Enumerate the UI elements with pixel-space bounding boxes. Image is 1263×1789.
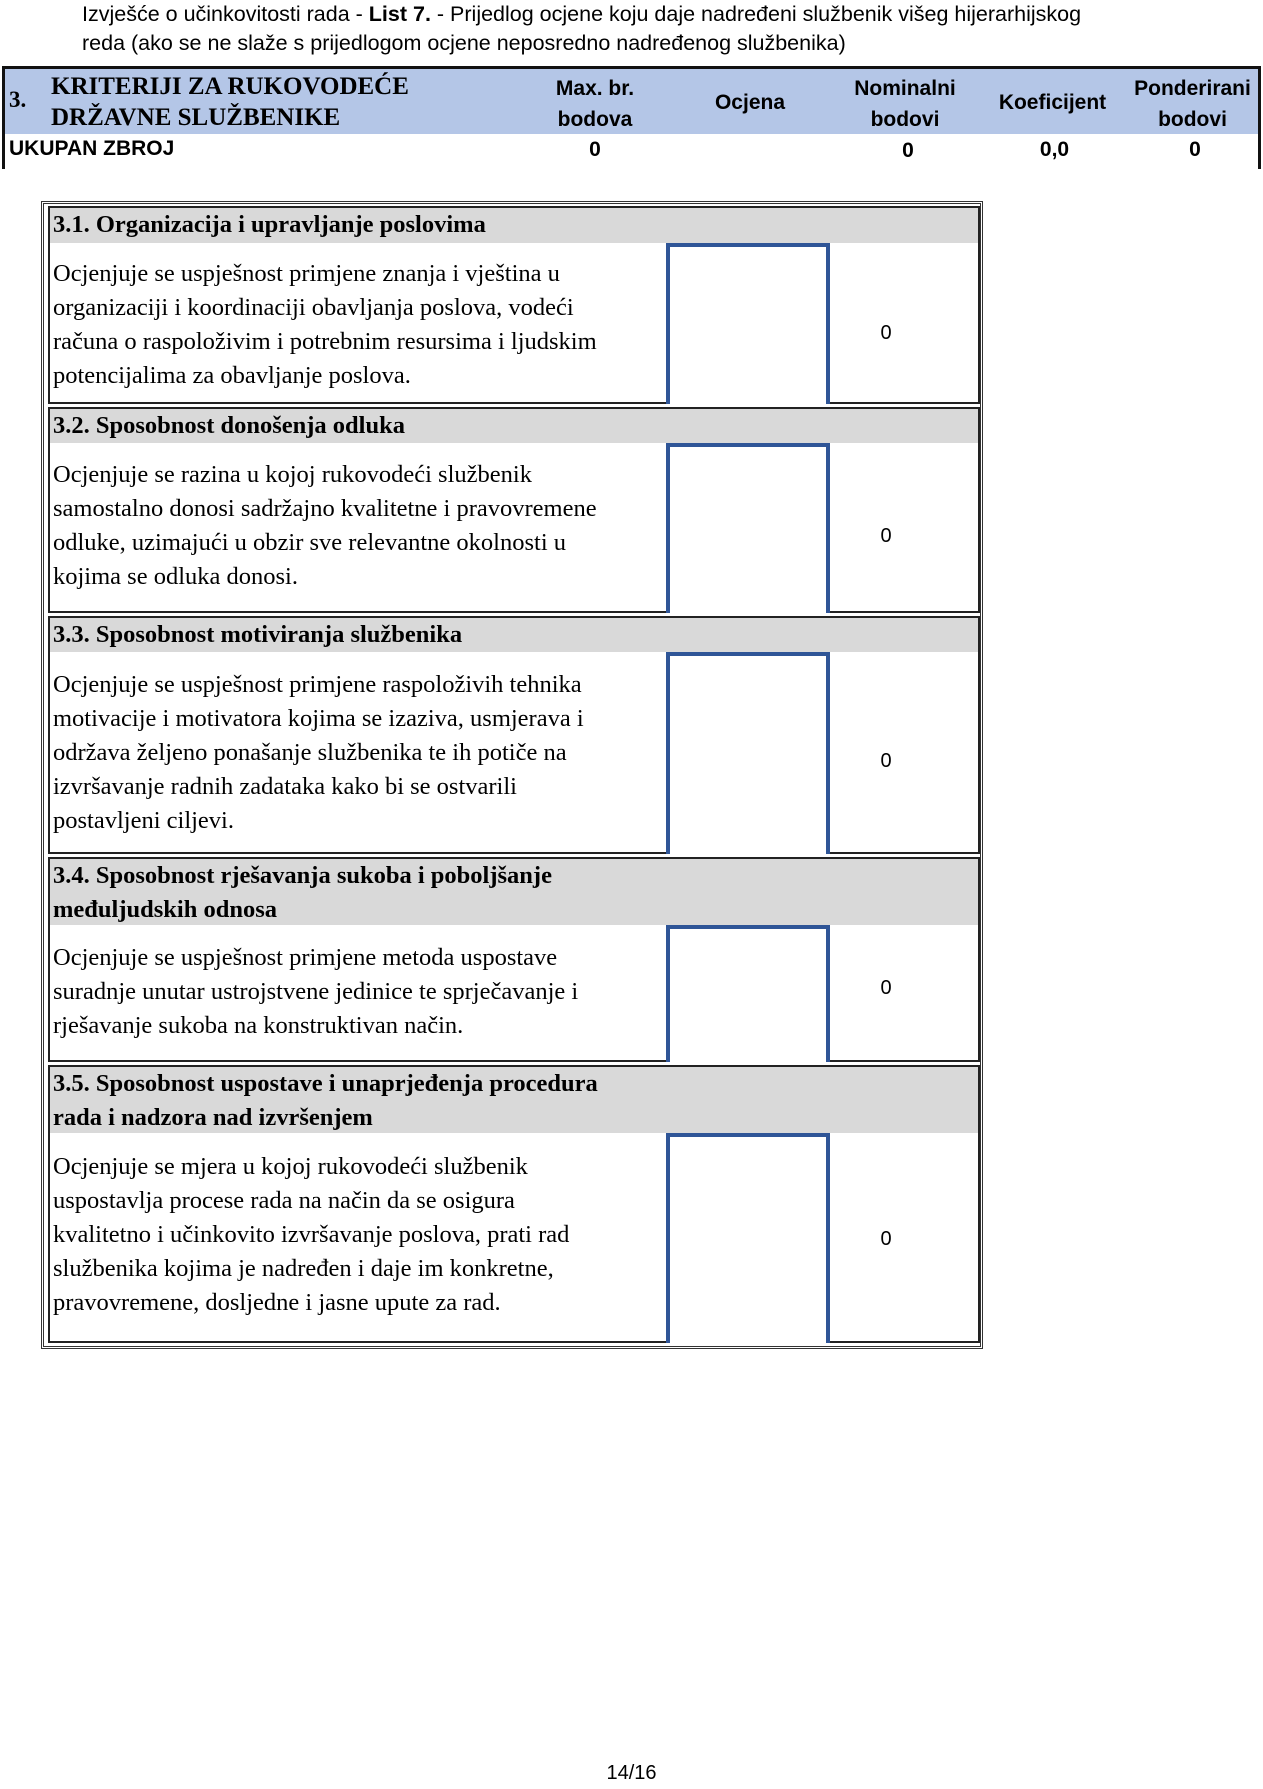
nominal-value: 0 xyxy=(880,525,892,547)
criterion-title: 3.2. Sposobnost donošenja odluka xyxy=(50,409,978,443)
intro-line-1: Izvješće o učinkovitosti rada - List 7. - Prijedlog ocjene koju daje nadređeni službenik višeg hijerarhijskog xyxy=(82,2,1082,26)
grade-input[interactable] xyxy=(666,443,830,613)
summary-label: UKUPAN ZBROJ xyxy=(9,137,175,160)
section-number: 3. xyxy=(9,87,27,112)
summary-nominal: 0 xyxy=(902,139,914,162)
nominal-value: 0 xyxy=(880,1228,892,1250)
page-number: 14/16 xyxy=(606,1762,657,1784)
col-max-points: Max. br. bodova xyxy=(555,77,635,131)
criterion-3-5 xyxy=(48,1065,980,1343)
col-nominal-points: Nominalni bodovi xyxy=(854,77,956,131)
criterion-description: Ocjenjuje se uspješnost primjene metoda uspostave suradnje unutar ustrojstvene jedinice te sprječavanje i rješavanje sukoba na konstruktivan način. xyxy=(53,944,579,1039)
list-label: List 7. xyxy=(368,2,431,26)
summary-weighted: 0 xyxy=(1189,138,1201,161)
nominal-value: 0 xyxy=(880,322,892,344)
col-weighted-points: Ponderirani bodovi xyxy=(1134,77,1251,131)
grade-input[interactable] xyxy=(666,243,830,404)
criteria-header-table xyxy=(2,66,1261,169)
criterion-3-4 xyxy=(48,857,980,1062)
intro-line-2: reda (ako se ne slaže s prijedlogom ocjene neposredno nadređenog službenika) xyxy=(82,31,846,55)
document-intro xyxy=(82,0,1252,58)
grade-input[interactable] xyxy=(666,652,830,854)
nominal-value: 0 xyxy=(880,977,892,999)
summary-coefficient: 0,0 xyxy=(1039,138,1070,161)
summary-row xyxy=(5,134,1258,169)
criterion-title: 3.3. Sposobnost motiviranja službenika xyxy=(50,618,978,652)
criterion-description: Ocjenjuje se mjera u kojoj rukovodeći službenik uspostavlja procese rada na način da se osigura kvalitetno i učinkovito izvršavanje poslova, prati rad službenika kojima je nadređen i daje im konkretne, pravovremene, dosljedne i jasne upute za rad. xyxy=(53,1153,570,1316)
col-grade: Ocjena xyxy=(714,91,786,114)
header-row xyxy=(5,69,1258,134)
summary-max: 0 xyxy=(589,138,601,161)
section-title: KRITERIJI ZA RUKOVODEĆE DRŽAVNE SLUŽBENIKE xyxy=(51,73,409,131)
criterion-3-3 xyxy=(48,616,980,854)
nominal-value: 0 xyxy=(880,750,892,772)
grade-input[interactable] xyxy=(666,1133,830,1343)
grade-input[interactable] xyxy=(666,925,830,1062)
criterion-description: Ocjenjuje se razina u kojoj rukovodeći službenik samostalno donosi sadržajno kvalitetne i pravovremene odluke, uzimajući u obzir sve relevantne okolnosti u kojima se odluka donosi. xyxy=(53,461,597,590)
criterion-description: Ocjenjuje se uspješnost primjene raspoloživih tehnika motivacije i motivatora kojima se izaziva, usmjerava i održava željeno ponašanje službenika te ih potiče na izvršavanje radnih zadataka kako bi se ostvarili postavljeni ciljevi. xyxy=(53,671,584,834)
col-coefficient: Koeficijent xyxy=(998,91,1107,114)
criterion-title: 3.1. Organizacija i upravljanje poslovima xyxy=(50,208,978,243)
criteria-list xyxy=(41,201,983,1349)
criterion-title: 3.4. Sposobnost rješavanja sukoba i poboljšanje međuljudskih odnosa xyxy=(50,859,978,925)
criterion-3-1 xyxy=(48,206,980,404)
criterion-3-2 xyxy=(48,407,980,613)
criterion-description: Ocjenjuje se uspješnost primjene znanja i vještina u organizaciji i koordinaciji obavljanja poslova, vodeći računa o raspoloživim i potrebnim resursima i ljudskim potencijalima za obavljanje poslova. xyxy=(53,260,597,389)
criterion-title: 3.5. Sposobnost uspostave i unaprjeđenja procedura rada i nadzora nad izvršenjem xyxy=(50,1067,978,1133)
